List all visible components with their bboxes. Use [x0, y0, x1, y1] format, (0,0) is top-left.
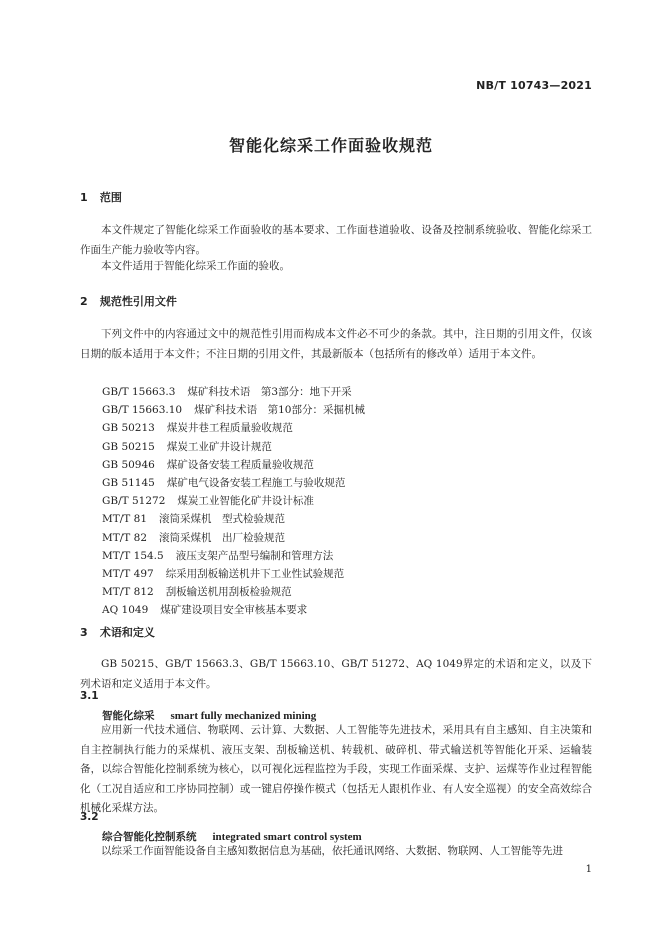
normative-refs-intro: 下列文件中的内容通过文中的规范性引用而构成本文件必不可少的条款。其中，注日期的引用文件，仅该日期的版本适用于本文件；不注日期的引用文件，其最新版本（包括所有的修改单）适用于本文件。 — [80, 328, 592, 360]
reference-item — [102, 474, 365, 492]
section-number: 1 — [80, 191, 88, 204]
reference-item — [102, 492, 365, 510]
terms-intro: GB 50215、GB/T 15663.3、GB/T 15663.10、GB/T 51272、AQ 1049界定的术语和定义，以及下列术语和定义适用于本文件。 — [80, 658, 592, 690]
section-title: 范围 — [99, 191, 122, 204]
reference-title: 煤矿建设项目安全审核基本要求 — [160, 604, 308, 617]
reference-title: 滚筒采煤机 型式检验规范 — [159, 513, 285, 526]
document-title: 智能化综采工作面验收规范 — [228, 136, 433, 155]
reference-item — [102, 419, 365, 437]
section-heading-scope — [80, 189, 122, 205]
reference-title: 煤矿科技术语 第10部分：采掘机械 — [194, 404, 365, 417]
reference-code: MT/T 497 — [102, 568, 154, 581]
term-en: smart fully mechanized mining — [170, 710, 317, 722]
section-title: 术语和定义 — [99, 626, 155, 639]
reference-item — [102, 510, 365, 528]
reference-item — [102, 401, 365, 419]
reference-code: MT/T 154.5 — [102, 549, 164, 562]
clause-number: 3.1 — [80, 690, 99, 702]
reference-item — [102, 583, 365, 601]
clause-number: 3.2 — [80, 811, 99, 823]
page-number: 1 — [585, 864, 592, 875]
reference-code: GB 50215 — [102, 440, 155, 453]
reference-item — [102, 547, 365, 565]
reference-code: GB/T 15663.10 — [102, 404, 183, 417]
reference-title: 刮板输送机用刮板检验规范 — [165, 586, 292, 599]
reference-title: 煤矿电气设备安装工程施工与验收规范 — [166, 477, 346, 490]
reference-title: 煤矿科技术语 第3部分：地下开采 — [187, 386, 352, 398]
reference-title: 液压支架产品型号编制和管理方法 — [175, 549, 334, 562]
reference-code: MT/T 812 — [102, 586, 154, 599]
reference-code: GB/T 51272 — [102, 495, 166, 508]
reference-code: MT/T 82 — [102, 531, 147, 544]
reference-item — [102, 601, 365, 619]
reference-item — [102, 383, 365, 401]
section-title: 规范性引用文件 — [99, 295, 177, 308]
reference-title: 煤炭工业智能化矿井设计标准 — [177, 495, 314, 508]
standard-code: NB/T 10743—2021 — [476, 79, 592, 92]
reference-code: GB 50213 — [102, 422, 155, 435]
scope-paragraph-1: 本文件规定了智能化综采工作面验收的基本要求、工作面巷道验收、设备及控制系统验收、智能化综采工作面生产能力验收等内容。 — [80, 224, 592, 256]
reference-item — [102, 529, 365, 547]
term-definition: 以综采工作面智能设备自主感知数据信息为基础，依托通讯网络、大数据、物联网、人工智能等先进 — [101, 845, 563, 857]
term-definition: 应用新一代技术通信、物联网、云计算、大数据、人工智能等先进技术，采用具有自主感知、自主决策和自主控制执行能力的采煤机、液压支架、刮板输送机、转载机、破碎机、带式输送机等智能化开采、运输装备，以综合智能化控制系统为核心，以可视化远程监控为手段，实现工作面采煤、支护、运煤等作业过程智能化（工况自适应和工序协同控制）或一键启停操作模式（包括无人跟机作业、有人安全巡视）的安全高效综合机械化采煤方法。 — [80, 724, 592, 814]
reference-code: MT/T 81 — [102, 513, 147, 526]
term-zh: 综合智能化控制系统 — [102, 831, 197, 843]
reference-code: GB 50946 — [102, 458, 155, 471]
section-heading-terms — [80, 624, 155, 640]
reference-item — [102, 456, 365, 474]
section-number: 3 — [80, 626, 88, 639]
reference-title: 煤炭井巷工程质量验收规范 — [166, 422, 293, 435]
section-number: 2 — [80, 295, 88, 308]
reference-title: 煤矿设备安装工程质量验收规范 — [166, 458, 314, 471]
reference-code: GB/T 15663.3 — [102, 386, 176, 398]
reference-code: AQ 1049 — [102, 604, 149, 617]
reference-title: 煤炭工业矿井设计规范 — [166, 440, 272, 453]
reference-code: GB 51145 — [102, 477, 155, 490]
scope-paragraph-2: 本文件适用于智能化综采工作面的验收。 — [101, 260, 290, 272]
term-zh: 智能化综采 — [102, 710, 155, 722]
term-en: integrated smart control system — [212, 831, 362, 843]
section-heading-normative-refs — [80, 293, 177, 309]
reference-list — [102, 383, 365, 620]
reference-item — [102, 565, 365, 583]
reference-title: 滚筒采煤机 出厂检验规范 — [159, 531, 285, 544]
reference-item — [102, 438, 365, 456]
reference-title: 综采用刮板输送机井下工业性试验规范 — [165, 568, 345, 581]
